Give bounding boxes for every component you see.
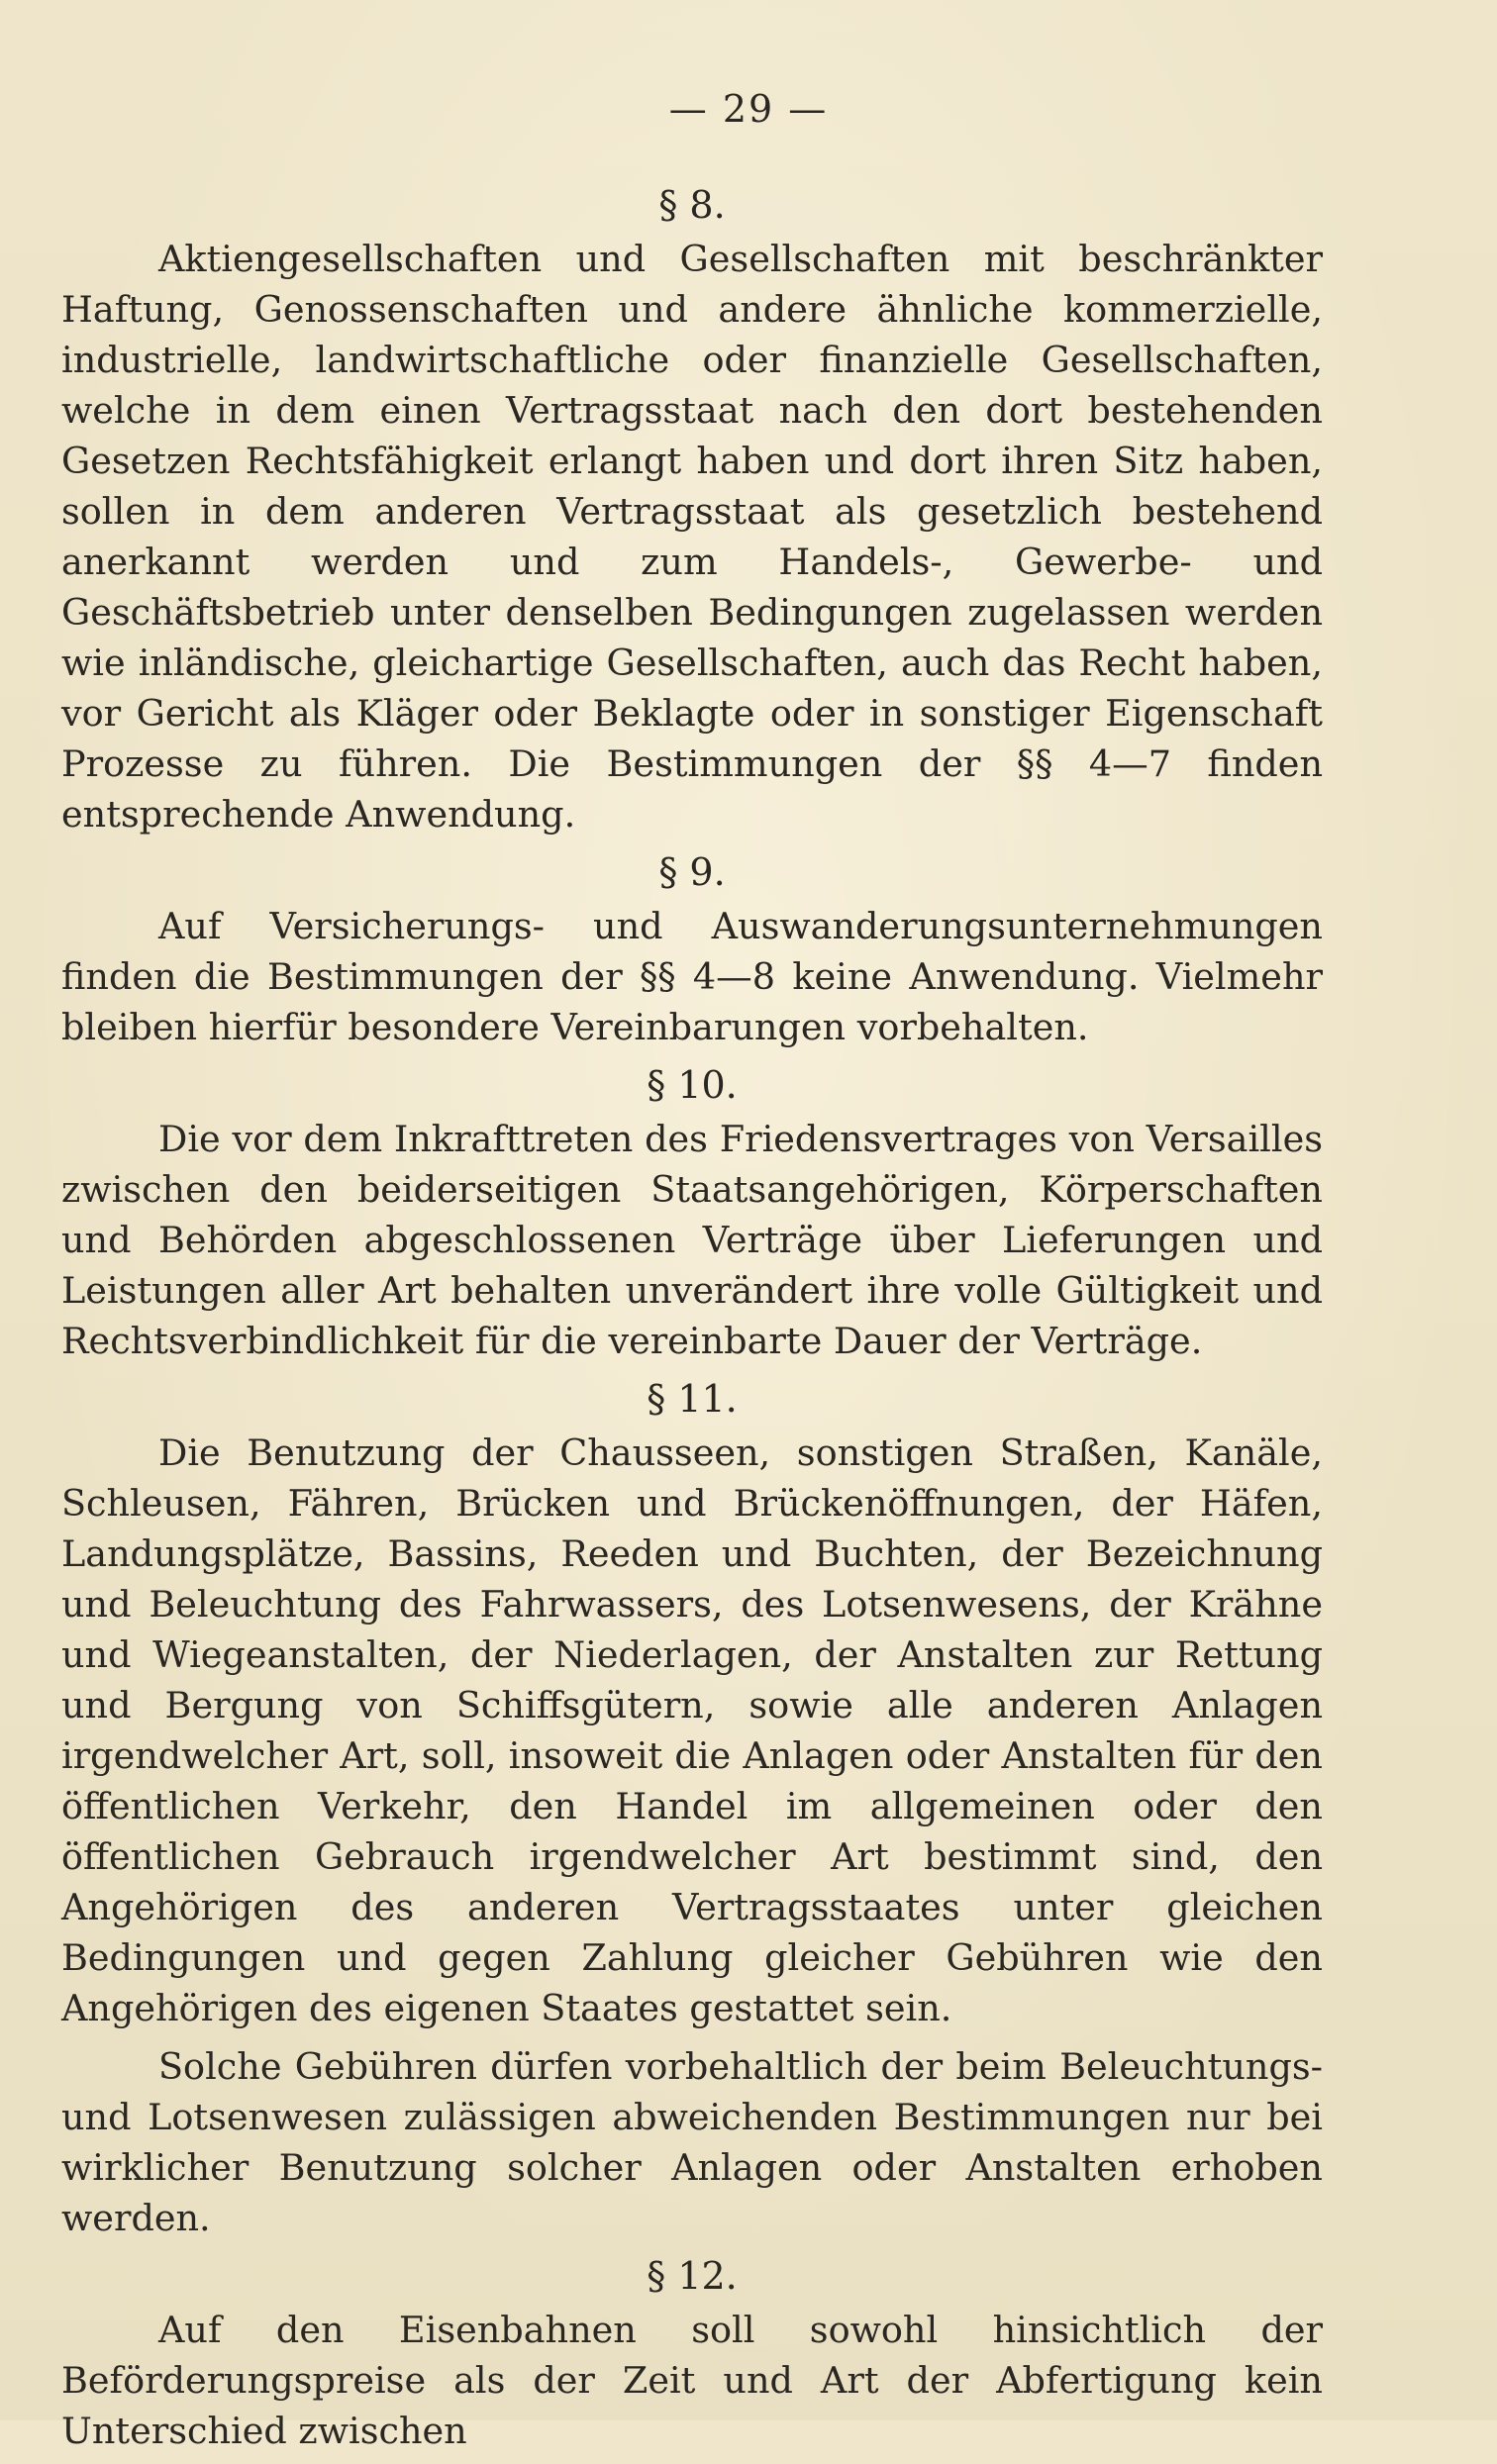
page-number: — 29 — <box>668 87 829 131</box>
section-title: § 9. <box>658 850 726 894</box>
paragraph: Solche Gebühren dürfen vorbehaltlich der beim Beleuchtungs- und Lotsenwesen zulässigen abweichenden Bestimmungen nur bei wirklicher Benutzung solcher Anlagen oder Anstalten erhoben werden. <box>61 2045 1323 2239</box>
section-title: § 11. <box>647 1377 738 1421</box>
paragraph: Auf den Eisenbahnen soll sowohl hinsichtlich der Beförderungspreise als der Zeit und Art der Abfertigung kein Unterschied zwischen <box>61 2309 1323 2452</box>
section-9 <box>61 847 1323 1052</box>
section-title: § 10. <box>647 1063 738 1107</box>
section-11 <box>61 1374 1323 2243</box>
section-12 <box>61 2251 1323 2456</box>
section-8 <box>61 180 1323 839</box>
paragraph: Die vor dem Inkrafttreten des Friedensvertrages von Versailles zwischen den beiderseitigen Staatsangehörigen, Körperschaften und Behörden abgeschlossenen Verträge über Lieferungen und Leistungen aller Art behalten unverändert ihre volle Gültigkeit und Rechtsverbindlichkeit für die vereinbarte Dauer der Verträge. <box>61 1118 1323 1362</box>
paragraph: Aktiengesellschaften und Gesellschaften mit beschränkter Haftung, Genossenschaften und andere ähnliche kommerzielle, industrielle, landwirtschaftliche oder finanzielle Gesellschaften, welche in dem einen Vertragsstaat nach den dort bestehenden Gesetzen Rechtsfähigkeit erlangt haben und dort ihren Sitz haben, sollen in dem anderen Vertragsstaat als gesetzlich bestehend anerkannt werden und zum Handels-, Gewerbe- und Geschäftsbetrieb unter denselben Bedingungen zugelassen werden wie inländische, gleichartige Gesellschaften, auch das Recht haben, vor Gericht als Kläger oder Beklagte oder in sonstiger Eigenschaft Prozesse zu führen. Die Bestimmungen der §§ 4—7 finden entsprechende Anwendung. <box>61 238 1323 836</box>
section-title: § 12. <box>647 2254 738 2298</box>
paragraph: Die Benutzung der Chausseen, sonstigen Straßen, Kanäle, Schleusen, Fähren, Brücken und Brückenöffnungen, der Häfen, Landungsplätze, Bassins, Reeden und Buchten, der Bezeichnung und Beleuchtung des Fahrwassers, des Lotsenwesens, der Krähne und Wiegeanstalten, der Niederlagen, der Anstalten zur Rettung und Bergung von Schiffsgütern, sowie alle anderen Anlagen irgendwelcher Art, soll, insoweit die Anlagen oder Anstalten für den öffentlichen Verkehr, den Handel im allgemeinen oder den öffentlichen Gebrauch irgendwelcher Art bestimmt sind, den Angehörigen des anderen Vertragsstaates unter gleichen Bedingungen und gegen Zahlung gleicher Gebühren wie den Angehörigen des eigenen Staates gestattet sein. <box>61 1431 1323 2029</box>
section-title: § 8. <box>658 183 726 227</box>
section-10 <box>61 1060 1323 1366</box>
paragraph: Auf Versicherungs- und Auswanderungsunternehmungen finden die Bestimmungen der §§ 4—8 keine Anwendung. Vielmehr bleiben hierfür besondere Vereinbarungen vorbehalten. <box>61 905 1323 1048</box>
document-body <box>61 180 1323 2464</box>
